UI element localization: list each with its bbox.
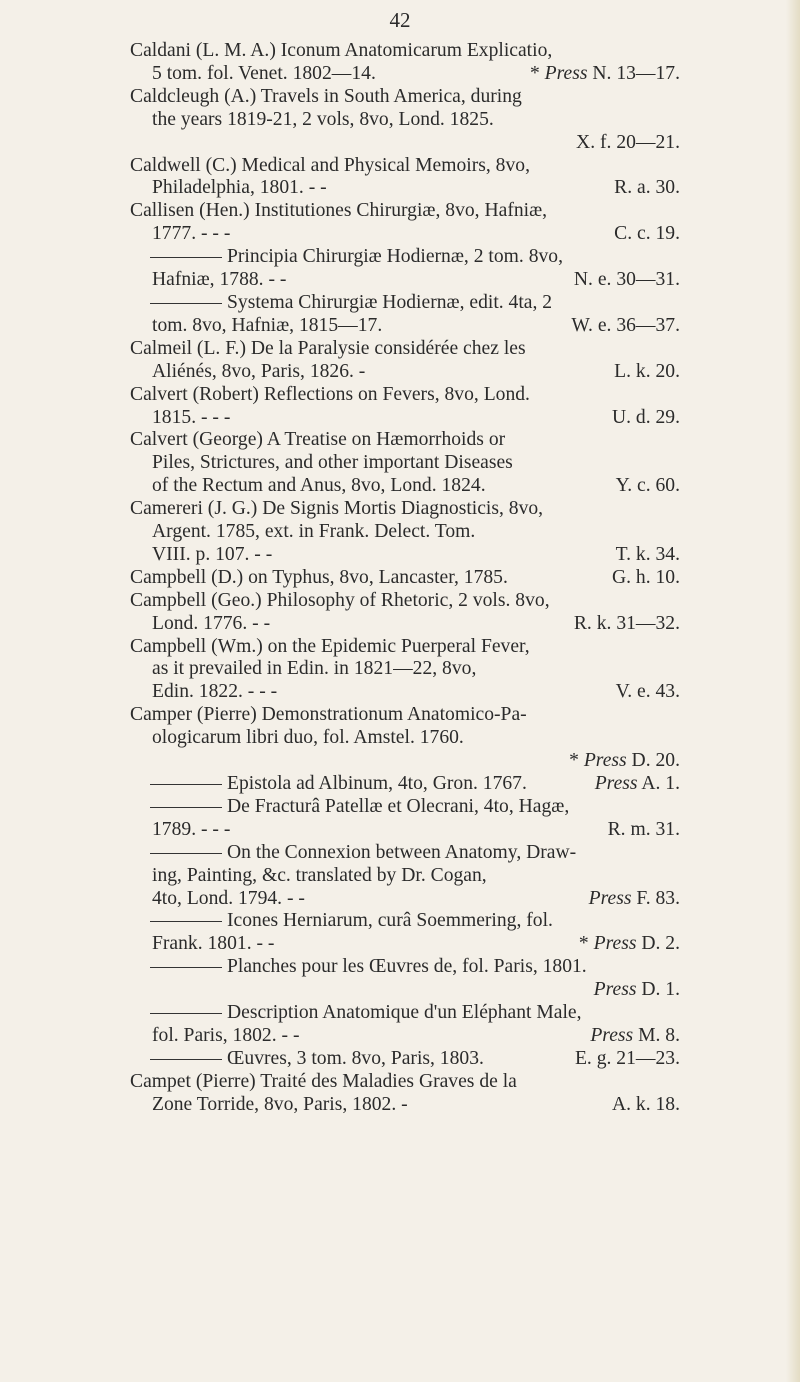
catalog-entry xyxy=(130,155,680,201)
catalog-entry xyxy=(130,1002,680,1048)
shelf-reference xyxy=(589,888,680,911)
reference-text: N. 13—17. xyxy=(587,62,680,84)
entry-text: Lond. 1776. - - xyxy=(152,612,271,634)
shelf-reference xyxy=(612,567,680,590)
entry-line xyxy=(130,590,680,613)
catalog-entry xyxy=(130,1048,680,1071)
catalog-entry xyxy=(130,40,680,86)
shelf-reference xyxy=(608,819,680,842)
catalog-entry xyxy=(130,429,680,498)
entry-text: Frank. 1801. - - xyxy=(152,933,275,955)
reference-text: X. f. 20—21. xyxy=(576,131,680,153)
entry-line xyxy=(130,636,680,659)
entry-text: Description Anatomique d'un Eléphant Male, xyxy=(227,1002,582,1024)
entry-line xyxy=(130,842,680,865)
catalog-entry xyxy=(130,796,680,842)
ditto-dash xyxy=(150,853,222,854)
reference-text: W. e. 36—37. xyxy=(571,314,680,336)
ditto-dash xyxy=(150,967,222,968)
entry-line xyxy=(130,292,680,315)
entry-text: Aliénés, 8vo, Paris, 1826. - xyxy=(152,360,366,382)
reference-text: D. 20. xyxy=(626,750,680,772)
entry-text: Camper (Pierre) Demonstrationum Anatomico-Pa- xyxy=(130,704,527,726)
press-label: Press xyxy=(590,1024,634,1046)
ditto-dash xyxy=(150,807,222,808)
entry-text: Edin. 1822. - - - xyxy=(152,681,278,703)
entry-line xyxy=(130,177,680,200)
entry-text: Systema Chirurgiæ Hodiernæ, edit. 4ta, 2 xyxy=(227,291,553,313)
entry-text: Calmeil (L. F.) De la Paralysie considérée chez les xyxy=(130,337,526,359)
catalog-entry xyxy=(130,86,680,155)
press-label: Press xyxy=(544,62,588,84)
entry-line xyxy=(130,865,680,888)
press-label: Press xyxy=(593,979,637,1001)
entry-line xyxy=(130,1048,680,1071)
press-label: Press xyxy=(588,887,632,909)
entry-line xyxy=(130,498,680,521)
ditto-dash xyxy=(150,303,222,304)
entry-text: 1789. - - - xyxy=(152,818,231,840)
shelf-reference xyxy=(594,979,680,1000)
entry-line xyxy=(130,269,680,292)
reference-text: R. k. 31—32. xyxy=(573,612,680,634)
entry-text: tom. 8vo, Hafniæ, 1815—17. xyxy=(152,314,383,336)
entry-text: 4to, Lond. 1794. - - xyxy=(152,887,305,909)
entry-text: On the Connexion between Anatomy, Draw- xyxy=(227,841,577,863)
entry-line xyxy=(130,338,680,361)
reference-text: L. k. 20. xyxy=(614,360,680,382)
entry-line xyxy=(130,544,680,567)
reference-text: E. g. 21—23. xyxy=(574,1047,680,1069)
press-label: Press xyxy=(593,933,637,955)
reference-text: * xyxy=(578,933,594,955)
ditto-dash xyxy=(150,1059,222,1060)
shelf-reference xyxy=(614,361,680,384)
entry-line xyxy=(130,658,680,681)
entry-text: Campbell (Geo.) Philosophy of Rhetoric, 2 vols. 8vo, xyxy=(130,589,550,611)
reference-text: M. 8. xyxy=(633,1024,680,1046)
ditto-dash xyxy=(150,1013,222,1014)
shelf-reference xyxy=(614,223,680,246)
entry-text: Piles, Strictures, and other important Diseases xyxy=(152,452,513,474)
entry-text: De Fracturâ Patellæ et Olecrani, 4to, Hagæ, xyxy=(227,795,570,817)
shelf-reference xyxy=(614,177,680,200)
reference-text: * xyxy=(529,62,545,84)
reference-text: N. e. 30—31. xyxy=(573,269,680,291)
entry-line xyxy=(130,86,680,109)
catalog-entry xyxy=(130,246,680,292)
entry-text: Principia Chirurgiæ Hodiernæ, 2 tom. 8vo, xyxy=(227,246,563,268)
entry-text: Epistola ad Albinum, 4to, Gron. 1767. xyxy=(227,773,527,794)
entry-text: Campbell (D.) on Typhus, 8vo, Lancaster, 1785. xyxy=(130,566,508,588)
entry-line xyxy=(130,200,680,223)
reference-text: V. e. 43. xyxy=(615,681,680,703)
entry-line xyxy=(130,727,680,750)
reference-text: R. m. 31. xyxy=(607,818,680,840)
catalog-entry xyxy=(130,498,680,567)
entry-text: as it prevailed in Edin. in 1821—22, 8vo, xyxy=(152,658,477,680)
catalog-entry xyxy=(130,200,680,246)
entry-line xyxy=(130,315,680,338)
ditto-dash xyxy=(150,784,222,785)
entry-line xyxy=(130,1025,680,1048)
page-edge-stain xyxy=(786,0,800,1382)
shelf-reference xyxy=(575,1048,680,1071)
entry-line xyxy=(130,910,680,933)
entry-line xyxy=(130,979,680,1002)
reference-text: D. 1. xyxy=(636,979,680,1001)
entry-line xyxy=(130,132,680,155)
shelf-reference xyxy=(579,933,680,956)
entry-line xyxy=(130,1094,680,1117)
entry-line xyxy=(130,63,680,86)
entry-line xyxy=(130,361,680,384)
entry-line xyxy=(130,384,680,407)
entry-line xyxy=(130,521,680,544)
catalog-entry xyxy=(130,910,680,956)
catalog-entry xyxy=(130,338,680,384)
entry-line xyxy=(130,429,680,452)
entry-text: ing, Painting, &c. translated by Dr. Cogan, xyxy=(152,864,487,886)
entry-text: Hafniæ, 1788. - - xyxy=(152,269,287,291)
reference-text: C. c. 19. xyxy=(614,223,680,245)
entry-line xyxy=(130,1002,680,1025)
reference-text: A. k. 18. xyxy=(611,1093,680,1115)
press-label: Press xyxy=(583,750,627,772)
shelf-reference xyxy=(616,475,680,498)
shelf-reference xyxy=(574,613,680,636)
entry-text: Icones Herniarum, curâ Soemmering, fol. xyxy=(227,910,553,932)
shelf-reference xyxy=(612,1094,680,1117)
entry-text: Planches pour les Œuvres de, fol. Paris, 1801. xyxy=(227,956,587,978)
entry-line xyxy=(130,407,680,430)
reference-text: R. a. 30. xyxy=(614,177,680,199)
catalog-entry xyxy=(130,384,680,430)
entry-text: Campbell (Wm.) on the Epidemic Puerperal Fever, xyxy=(130,635,530,657)
entry-line xyxy=(130,933,680,956)
entry-line xyxy=(130,155,680,178)
catalog-entry xyxy=(130,842,680,911)
catalog-entry xyxy=(130,636,680,705)
shelf-reference xyxy=(576,132,680,153)
entry-line xyxy=(130,773,680,796)
entry-line xyxy=(130,567,680,590)
reference-text: * xyxy=(569,750,584,772)
ditto-dash xyxy=(150,921,222,922)
entry-line xyxy=(130,819,680,842)
entry-line xyxy=(130,613,680,636)
entry-text: 1777. - - - xyxy=(152,223,231,245)
shelf-reference xyxy=(574,269,680,292)
entry-line xyxy=(130,452,680,475)
catalog-entry xyxy=(130,1071,680,1117)
reference-text: U. d. 29. xyxy=(611,406,680,428)
entry-line xyxy=(130,109,680,132)
catalog-entry xyxy=(130,956,680,1002)
catalog-entry xyxy=(130,773,680,796)
reference-text: D. 2. xyxy=(636,933,680,955)
entry-line xyxy=(130,246,680,269)
entry-text: the years 1819-21, 2 vols, 8vo, Lond. 1825. xyxy=(152,108,494,130)
page-number: 42 xyxy=(389,8,411,32)
reference-text: F. 83. xyxy=(631,887,680,909)
shelf-reference xyxy=(616,681,680,704)
shelf-reference xyxy=(616,544,680,567)
entry-text: Callisen (Hen.) Institutiones Chirurgiæ, 8vo, Hafniæ, xyxy=(130,200,548,222)
shelf-reference xyxy=(595,773,680,796)
entry-text: of the Rectum and Anus, 8vo, Lond. 1824. xyxy=(152,475,486,497)
entry-line xyxy=(130,681,680,704)
entry-line xyxy=(130,888,680,911)
shelf-reference xyxy=(530,63,680,86)
reference-text: Y. c. 60. xyxy=(615,475,680,497)
entry-line xyxy=(130,475,680,498)
entry-line xyxy=(130,40,680,63)
ditto-dash xyxy=(150,257,222,258)
entry-line xyxy=(130,1071,680,1094)
entry-text: Calvert (Robert) Reflections on Fevers, 8vo, Lond. xyxy=(130,383,530,405)
entry-text: Campet (Pierre) Traité des Maladies Graves de la xyxy=(130,1070,517,1092)
entry-text: Camereri (J. G.) De Signis Mortis Diagnosticis, 8vo, xyxy=(130,498,544,520)
entry-text: 1815. - - - xyxy=(152,406,231,428)
shelf-reference xyxy=(571,315,680,338)
entry-text: fol. Paris, 1802. - - xyxy=(152,1024,300,1046)
entry-text: Zone Torride, 8vo, Paris, 1802. - xyxy=(152,1093,408,1115)
entry-text: Caldani (L. M. A.) Iconum Anatomicarum Explicatio, xyxy=(130,40,553,61)
entry-text: ologicarum libri duo, fol. Amstel. 1760. xyxy=(152,727,464,749)
reference-text: G. h. 10. xyxy=(611,566,680,588)
catalog-entries xyxy=(130,40,680,1117)
entry-text: VIII. p. 107. - - xyxy=(152,543,273,565)
entry-line xyxy=(130,704,680,727)
catalog-entry xyxy=(130,590,680,636)
entry-line xyxy=(130,750,680,773)
entry-text: Argent. 1785, ext. in Frank. Delect. Tom. xyxy=(152,521,476,543)
entry-text: Calvert (George) A Treatise on Hæmorrhoids or xyxy=(130,429,506,451)
shelf-reference xyxy=(569,750,680,771)
catalog-entry xyxy=(130,292,680,338)
entry-line xyxy=(130,223,680,246)
entry-text: 5 tom. fol. Venet. 1802—14. xyxy=(152,62,376,84)
entry-text: Philadelphia, 1801. - - xyxy=(152,177,327,199)
catalog-entry xyxy=(130,704,680,773)
press-label: Press xyxy=(594,773,638,794)
entry-line xyxy=(130,956,680,979)
shelf-reference xyxy=(590,1025,680,1048)
entry-text: Œuvres, 3 tom. 8vo, Paris, 1803. xyxy=(227,1047,484,1069)
entry-line xyxy=(130,796,680,819)
entry-text: Caldwell (C.) Medical and Physical Memoirs, 8vo, xyxy=(130,154,530,176)
reference-text: T. k. 34. xyxy=(615,543,680,565)
reference-text: A. 1. xyxy=(637,773,680,794)
entry-text: Caldcleugh (A.) Travels in South America, during xyxy=(130,85,522,107)
shelf-reference xyxy=(612,407,680,430)
catalog-entry xyxy=(130,567,680,590)
